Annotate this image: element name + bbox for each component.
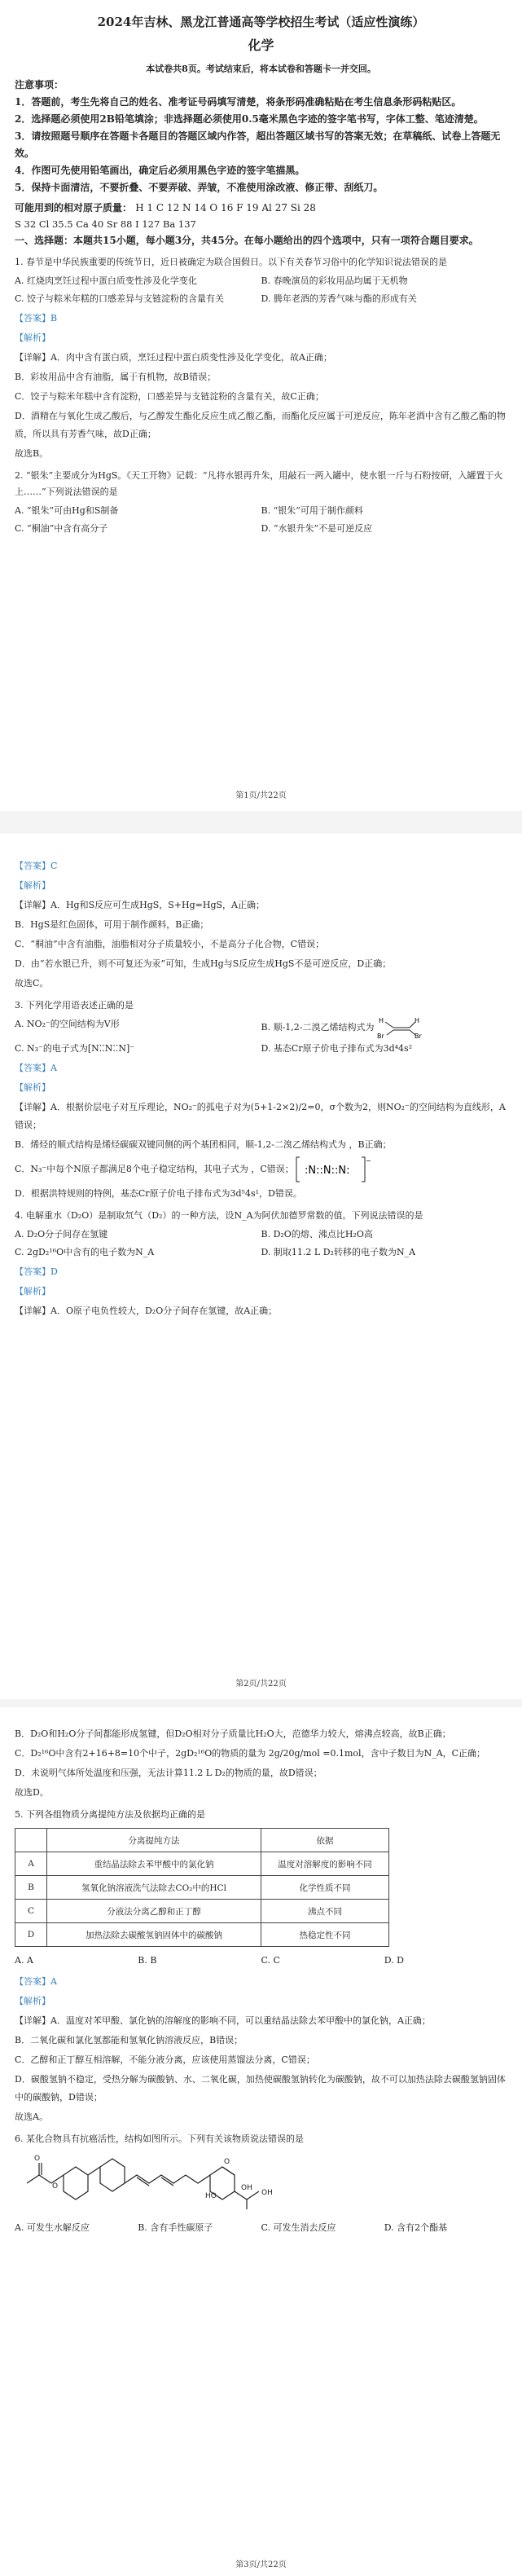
notice-5: 5．保持卡面清洁，不要折叠、不要弄破、弄皱，不准使用涂改液、修正带、刮纸刀。 [15,182,384,193]
table-cell: 温度对溶解度的影响不同 [261,1852,389,1876]
atomic-heading: 可能用到的相对原子质量： [15,202,133,214]
table-row [15,1900,389,1923]
explanation-label: 【解析】 [15,1996,50,2006]
detail-line: C．“桐油”中含有油脂，油脂相对分子质量较小，不是高分子化合物，C错误； [15,939,325,949]
table-cell: 加热法除去碳酸氢钠固体中的碳酸钠 [47,1923,261,1947]
option-d: D. 制取11.2 L D₂转移的电子数为N_A [261,1247,416,1257]
option-a: A. NO₂⁻的空间结构为V形 [15,1019,120,1029]
atomic-masses-2: S 32 Cl 35.5 Ca 40 Sr 88 I 127 Ba 137 [15,218,196,230]
detail-line: B．彩妆用品中含有油脂，属于有机物，故B错误； [15,372,217,382]
svg-text:H: H [379,1017,384,1024]
detail-line [15,1156,507,1183]
option-c: C. N₃⁻的电子式为[N⁚⁚N⁚⁚N]⁻ [15,1043,135,1054]
answer-label: 【答案】C [15,861,58,871]
question-6-stem: 6. 某化合物具有抗癌活性，结构如图所示。下列有关该物质说法错误的是 [15,2133,304,2144]
subject-title: 化学 [248,37,274,53]
notice-2: 2．选择题必须使用2B铅笔填涂；非选择题必须使用0.5毫米黑色字迹的签字笔书写，字体工整、笔迹清楚。 [15,113,484,125]
table-cell: D [15,1923,47,1947]
option-c: C. 2gD₂¹⁶O中含有的电子数为N_A [15,1247,155,1257]
option-b [261,1015,508,1040]
detail-line: B．D₂O和H₂O分子间都能形成氢键，但D₂O相对分子质量比H₂O大，范德华力较大，熔沸点较高，故B正确； [15,1728,451,1739]
answer-label: 【答案】B [15,313,58,324]
svg-text:HO: HO [205,2192,217,2200]
question-4-stem: 4. 电解重水（D₂O）是制取氘气（D₂）的一种方法，设N_A为阿伏加德罗常数的值。下列说法错误的是 [15,1210,423,1221]
svg-text:−: − [366,1157,371,1165]
question-4-options [15,1226,507,1262]
exam-title: 2024年吉林、黑龙江普通高等学校招生考试（适应性演练） [97,15,425,29]
question-2-options [15,502,507,538]
table-cell: 分液法分离乙醇和正丁醇 [47,1900,261,1923]
option-a: A. A [15,1955,33,1966]
option-b: B. 春晚演员的彩妆用品均属于无机物 [261,275,408,286]
page-1 [0,0,522,807]
option-d: D. 基态Cr原子价电子排布式为3d⁴4s² [261,1043,413,1054]
option-b: B. D₂O的熔、沸点比H₂O高 [261,1229,373,1240]
option-a: A. 可发生水解反应 [15,2222,90,2233]
detail-line: D．未说明气体所处温度和压强，无法计算11.2 L D₂的物质的量，故D错误； [15,1768,322,1778]
table-row [15,1852,389,1876]
notice-1: 1．答题前，考生先将自己的姓名、准考证号码填写清楚，将条形码准确粘贴在考生信息条形码粘贴区。 [15,96,462,108]
azide-electron-formula-icon [296,1156,370,1183]
svg-text:O: O [224,2158,230,2166]
detail-line: 【详解】A．O原子电负性较大，D₂O分子间存在氢键，故A正确； [15,1306,278,1316]
table-row [15,1876,389,1900]
detail-line: 故选B。 [15,448,49,459]
question-1-stem: 1. 春节是中华民族重要的传统节日，近日被确定为联合国假日。以下有关春节习俗中的化学知识说法错误的是 [15,257,447,267]
option-d: D. “水银升朱”不是可逆反应 [261,523,373,534]
table-cell: 热稳定性不同 [261,1923,389,1947]
notice-3: 3．请按照题号顺序在答题卡各题目的答题区域内作答，超出答题区域书写的答案无效；在草稿纸、试卷上答题无效。 [15,130,501,159]
compound-structure-icon [23,2151,316,2216]
question-3-stem: 3. 下列化学用语表述正确的是 [15,1000,134,1011]
option-b: B. 含有手性碳原子 [138,2222,213,2233]
atomic-masses-1: H 1 C 12 N 14 O 16 F 19 Al 27 Si 28 [135,202,316,214]
table-cell: 沸点不同 [261,1900,389,1923]
table-cell: 氢氧化钠溶液洗气法除去CO₂中的HCl [47,1876,261,1900]
page-number: 第1页/共22页 [235,791,287,800]
answer-label: 【答案】A [15,1063,57,1073]
question-5-stem: 5. 下列各组物质分离提纯方法及依据均正确的是 [15,1809,205,1820]
option-b: B. B [138,1955,157,1966]
option-c: C. 可发生消去反应 [261,2222,336,2233]
detail-text: C．N₃⁻中每个N原子都满足8个电子稳定结构，其电子式为 ，C错误； [15,1164,294,1174]
detail-line: 故选D。 [15,1787,49,1798]
answer-label: 【答案】A [15,1976,57,1987]
explanation-label: 【解析】 [15,332,50,343]
svg-text::N::N::N:: :N::N::N: [305,1165,350,1177]
detail-line: 【详解】A．温度对苯甲酸、氯化钠的溶解度的影响不同，可以重结晶法除去苯甲酸中的氯化钠，A正确； [15,2015,431,2026]
detail-line: 故选A。 [15,2111,48,2122]
detail-line: C．饺子与粽米年糕中含有淀粉，口感差异与支链淀粉的含量有关，故C正确； [15,391,324,402]
detail-line: D．由“若水银已升，则不可复还为汞”可知，生成Hg与S反应生成HgS不是可逆反应，D正确； [15,958,392,969]
table-header-cell: 分离提纯方法 [47,1829,261,1852]
table-cell: B [15,1876,47,1900]
section-heading: 一、选择题：本题共15小题，每小题3分，共45分。在每小题给出的四个选项中，只有一项符合题目要求。 [15,235,479,246]
detail-line: 【详解】A．根据价层电子对互斥理论，NO₂⁻的孤电子对为(5+1-2×2)/2=0，σ个数为2，则NO₂⁻的空间结构为直线形，A错误； [15,1102,506,1130]
page-gap [0,811,522,834]
table-cell: 重结晶法除去苯甲酸中的氯化钠 [47,1852,261,1876]
detail-text: B．烯烃的顺式结构是烯烃碳碳双键同侧的两个基团相同，顺-1,2-二溴乙烯结构式为 ，B正确； [15,1139,392,1150]
table-header-cell: 依据 [261,1829,389,1852]
detail-line: D．根据洪特规则的特例，基态Cr原子价电子排布式为3d⁵4s¹，D错误。 [15,1188,302,1199]
separation-methods-table [15,1828,389,1947]
answer-label: 【答案】D [15,1266,58,1277]
cis-dibromoethene-structure-icon [377,1015,426,1040]
table-cell: C [15,1900,47,1923]
page-number: 第2页/共22页 [235,1680,287,1689]
detail-line: B．HgS是红色固体，可用于制作颜料，B正确； [15,919,209,930]
svg-text:Br: Br [415,1033,422,1040]
question-3-options [15,1015,507,1058]
svg-text:Br: Br [377,1033,384,1040]
question-6-options [15,2219,507,2237]
explanation-label: 【解析】 [15,880,50,891]
detail-line: D．碳酸氢钠不稳定，受热分解为碳酸钠、水、二氧化碳，加热使碳酸氢钠转化为碳酸钠，故不可以加热法除去碳酸氢钠固体中的碳酸钠，D错误； [15,2074,506,2103]
notice-heading: 注意事项： [15,79,64,90]
detail-line: C．D₂¹⁶O中含有2+16+8=10个中子，2gD₂¹⁶O的物质的量为 2g/20g/mol =0.1mol，含中子数目为N_A，C正确； [15,1748,486,1759]
option-d: D. D [384,1955,404,1966]
detail-line [15,1136,507,1154]
explanation-label: 【解析】 [15,1082,50,1093]
table-header-row [15,1829,389,1852]
svg-text:H: H [415,1017,420,1024]
detail-line: D．酒精在与氧化生成乙酸后，与乙醇发生酯化反应生成乙酸乙酯，而酯化反应属于可逆反应，陈年老酒中含有乙酸乙酯的物质，所以具有芳香气味，故D正确； [15,411,506,439]
detail-line: B．二氧化碳和氯化氢都能和氢氧化钠溶液反应，B错误； [15,2035,243,2045]
explanation-label: 【解析】 [15,1286,50,1297]
page-gap [0,1699,522,1707]
svg-text:OH: OH [261,2189,273,2197]
detail-line: 故选C。 [15,978,49,989]
question-1-options [15,272,507,308]
exam-intro: 本试卷共8页。考试结束后，将本试卷和答题卡一并交回。 [146,64,376,74]
table-row [15,1923,389,1947]
question-5-options [15,1952,507,1970]
option-b: B. “银朱”可用于制作颜料 [261,505,363,516]
page-3 [0,1707,522,2576]
option-b-text: B. 顺-1,2-二溴乙烯结构式为 [261,1022,375,1033]
detail-line: C．乙醇和正丁醇互相溶解，不能分液分离，应该使用蒸馏法分离，C错误； [15,2054,315,2065]
option-c: C. C [261,1955,280,1966]
svg-text:O: O [34,2155,41,2163]
svg-text:OH: OH [241,2184,252,2192]
option-a: A. D₂O分子间存在氢键 [15,1229,108,1240]
detail-line: 【详解】A．肉中含有蛋白质，烹饪过程中蛋白质变性涉及化学变化，故A正确； [15,352,332,363]
detail-line: 【详解】A．Hg和S反应可生成HgS，S+Hg=HgS，A正确； [15,900,265,910]
svg-text:O: O [52,2182,59,2191]
option-d: D. 腾年老酒的芳香气味与酯的形成有关 [261,293,417,304]
question-2-stem: 2. “银朱”主要成分为HgS。《天工开物》记载：“凡将水银再升朱，用敲石一两入罐中，使水银一斤与石粉按研，入罐置于火上……”下列说法错误的是 [15,470,503,497]
notice-4: 4．作图可先使用铅笔画出，确定后必须用黑色字迹的签字笔描黑。 [15,165,305,176]
page-number: 第3页/共22页 [235,2561,287,2569]
option-a: A. “银朱”可由Hg和S制备 [15,505,119,516]
option-d: D. 含有2个酯基 [384,2222,448,2233]
table-cell: A [15,1852,47,1876]
option-a: A. 红烧肉烹饪过程中蛋白质变性涉及化学变化 [15,275,197,286]
option-c: C. “桐油”中含有高分子 [15,523,108,534]
table-cell: 化学性质不同 [261,1876,389,1900]
table-header-cell [15,1829,47,1852]
page-2 [0,848,522,1695]
option-c: C. 饺子与粽米年糕的口感差异与支链淀粉的含量有关 [15,293,225,304]
